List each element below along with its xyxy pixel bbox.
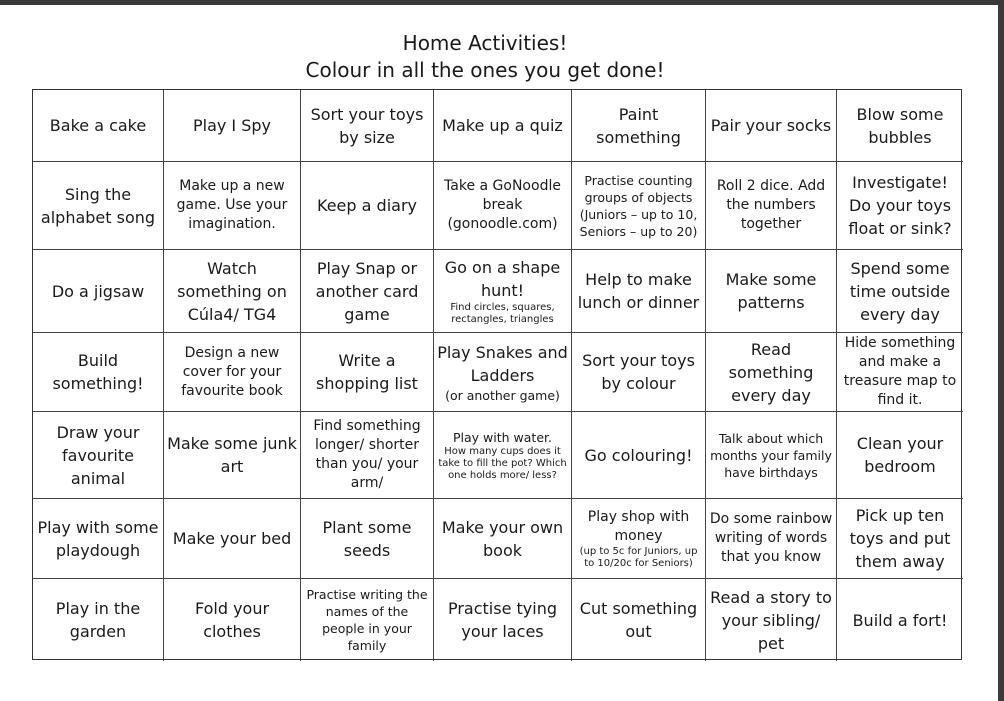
activity-cell [164,90,301,162]
activity-cell [301,579,434,661]
activity-cell [164,499,301,579]
activity-cell [434,162,572,250]
activity-text: Design a new cover for your favourite book [181,344,283,399]
activity-cell [164,162,301,250]
activity-text: Write a shopping list [316,351,418,393]
activity-text: Take a GoNoodle break (gonoodle.com) [444,178,561,232]
right-border [998,0,1004,701]
activity-text: Talk about which months your family have birthdays [710,430,832,480]
activity-note: (up to 5c for Juniors, up to 10/20c for Seniors) [579,545,698,569]
activity-cell [572,250,706,333]
activity-cell [706,250,837,333]
activity-text: Play in the garden [55,599,141,641]
activity-text: Investigate! Do your toys float or sink? [848,173,952,238]
activity-cell [301,162,434,250]
activity-text: Go on a shape hunt! [444,258,561,300]
activity-cell [706,333,837,412]
activity-cell [706,579,837,661]
activity-cell [706,162,837,250]
activity-text: Practise tying your laces [447,599,557,641]
activity-cell [434,333,572,412]
activity-text: Bake a cake [49,116,147,135]
activity-cell [164,412,301,499]
activity-text: Pair your socks [710,116,832,135]
activity-text: Roll 2 dice. Add the numbers together [716,178,826,232]
activity-cell [33,579,164,661]
activity-text: Keep a diary [317,196,417,215]
activity-text: Hide something and make a treasure map to find it. [843,335,957,408]
activity-text: Build a fort! [852,610,948,630]
activity-cell [837,333,963,412]
activity-cell [164,250,301,333]
activity-text: Plant some seeds [322,517,412,560]
activity-cell [572,333,706,412]
activity-note: Find circles, squares, rectangles, triangles [450,302,555,325]
title-line-2: Colour in all the ones you get done! [305,58,665,82]
activity-cell [301,90,434,162]
activity-text: Sort your toys by colour [582,351,695,393]
activity-cell [837,162,963,250]
activity-note: (or another game) [445,387,560,403]
activity-text: Find something longer/ shorter than you/ your arm/ [313,418,421,491]
activity-cell [572,162,706,250]
activity-text: Practise writing the names of the people in your family [306,587,428,653]
activity-cell [33,162,164,250]
activity-cell [164,579,301,661]
activity-cell [301,412,434,499]
activity-text: Make up a quiz [442,116,563,135]
activity-text: Make some patterns [725,270,817,312]
top-border [0,0,1004,5]
activity-text: Blow some bubbles [856,104,944,147]
activity-note: How many cups does it take to fill the pot? Which one holds more/ less? [438,445,567,481]
activity-text: Read a story to your sibling/ pet [710,587,832,653]
activity-cell [33,90,164,162]
activity-cell [837,579,963,661]
activity-cell [572,90,706,162]
activity-text: Play I Spy [192,116,272,135]
activity-text: Help to make lunch or dinner [577,270,700,312]
activity-cell [301,250,434,333]
activity-cell [33,250,164,333]
activity-text: Make some junk art [167,434,297,476]
activity-cell [572,412,706,499]
activity-grid [32,89,962,660]
activity-cell [572,579,706,661]
activity-cell [837,90,963,162]
activity-cell [301,333,434,412]
activity-text: Play with water. [453,429,552,445]
activity-text: Sing the alphabet song [40,184,156,227]
activity-text: Spend some time outside every day [849,258,951,324]
activity-cell [706,90,837,162]
activity-text: Do a jigsaw [51,281,145,301]
activity-cell [434,250,572,333]
activity-cell [837,250,963,333]
activity-text: Play Snakes and Ladders [437,342,568,385]
activity-text: Play with some playdough [37,517,159,560]
activity-text: Fold your clothes [194,599,270,641]
activity-text: Do some rainbow writing of words that you know [709,511,833,565]
activity-cell [33,412,164,499]
activity-cell [301,499,434,579]
activity-text: Make up a new game. Use your imagination. [176,178,288,232]
activity-text: Cut something out [579,599,698,641]
activity-cell [706,412,837,499]
activity-text: Draw your favourite animal [56,422,140,488]
activity-cell [164,333,301,412]
activity-text: Build something! [52,351,144,393]
activity-text: Read something every day [728,339,814,405]
activity-text: Make your bed [172,529,292,548]
activity-cell [706,499,837,579]
activity-text: Pick up ten toys and put them away [849,506,951,571]
activity-cell [837,499,963,579]
page-title [0,30,970,84]
activity-text: Sort your toys by size [310,104,424,147]
activity-text: Make your own book [441,517,564,560]
activity-cell [33,333,164,412]
activity-text: Clean your bedroom [856,434,944,476]
activity-text: Play Snap or another card game [315,258,419,324]
activity-text: Play shop with money [587,508,690,544]
activity-cell [572,499,706,579]
activity-cell [434,579,572,661]
activity-cell [434,499,572,579]
activity-cell [434,412,572,499]
activity-cell [837,412,963,499]
activity-text: Paint something [596,104,681,147]
activity-cell [33,499,164,579]
activity-text: Practise counting groups of objects (Juniors – up to 10, Seniors – up to 20) [579,172,698,239]
activity-cell [434,90,572,162]
activity-text: Go colouring! [584,445,693,465]
activity-text: Watch something on Cúla4/ TG4 [177,258,287,324]
title-line-1: Home Activities! [402,31,568,55]
